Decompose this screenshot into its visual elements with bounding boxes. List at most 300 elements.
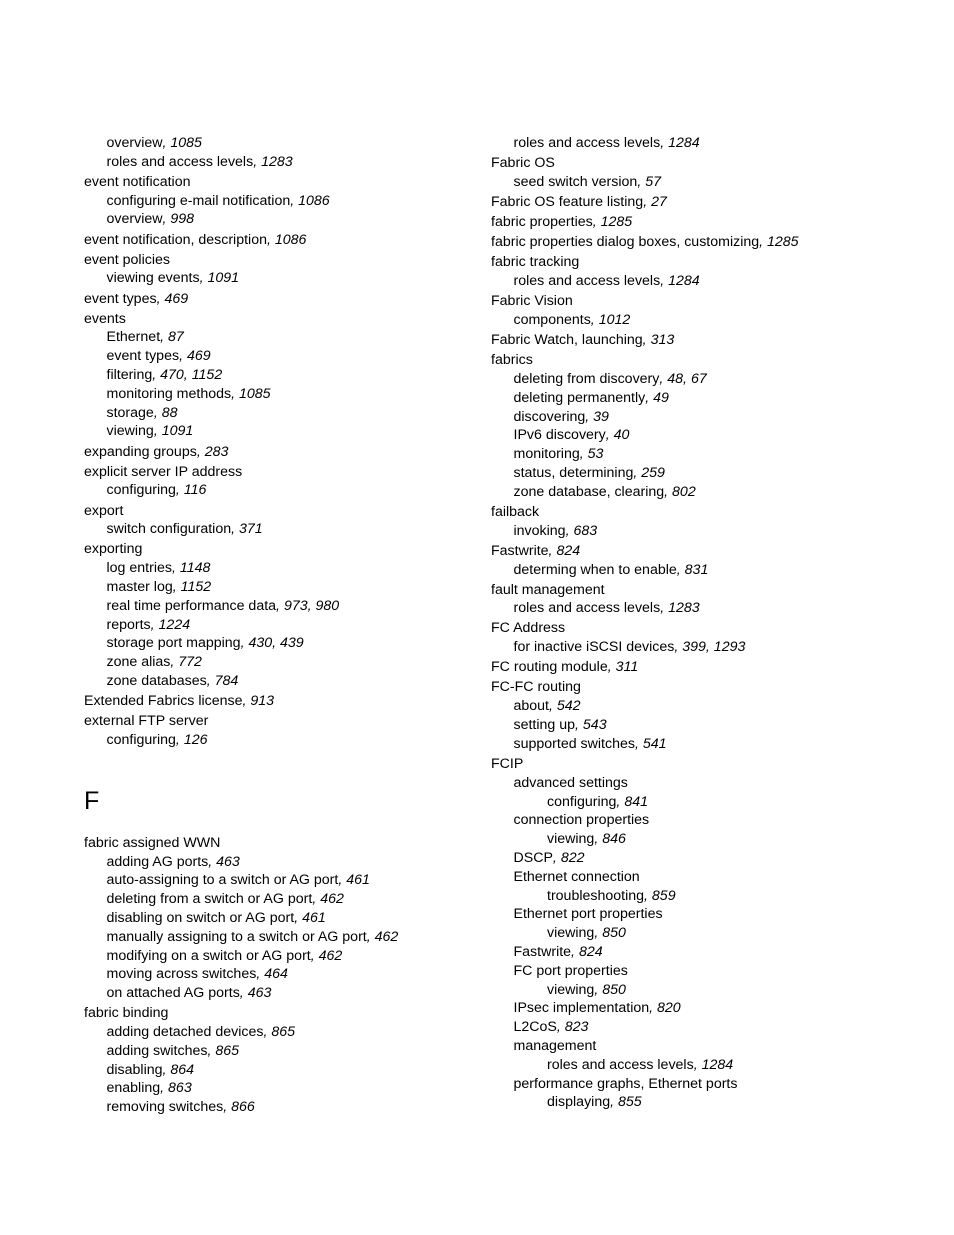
index-subentry	[491, 464, 931, 483]
index-page-ref: 399, 1293	[682, 639, 746, 656]
index-term: switch configuration	[106, 521, 232, 538]
index-term: filtering	[106, 367, 153, 384]
index-subentry	[84, 422, 524, 441]
index-term: displaying	[547, 1094, 611, 1111]
index-main-entry	[491, 755, 931, 774]
index-term: Ethernet	[106, 329, 161, 346]
index-subentry	[491, 134, 931, 153]
index-separator: ,	[240, 635, 249, 652]
index-term: auto-assigning to a switch or AG port	[106, 872, 339, 889]
index-separator: ,	[664, 483, 673, 500]
index-separator: ,	[199, 270, 208, 287]
index-subsubentry	[491, 887, 931, 906]
index-separator: ,	[208, 853, 217, 870]
index-subentry	[84, 210, 524, 229]
index-page-ref: 53	[587, 446, 604, 463]
index-term: configuring	[547, 793, 617, 810]
index-main-entry	[84, 692, 524, 711]
index-page-ref: 1148	[179, 560, 211, 577]
index-separator: ,	[294, 909, 303, 926]
index-page-ref: 126	[183, 731, 208, 748]
index-separator: ,	[674, 639, 683, 656]
index-main-entry	[491, 154, 931, 173]
index-subentry	[84, 947, 524, 966]
index-separator: ,	[172, 579, 181, 595]
index-separator: ,	[239, 985, 248, 1002]
index-subentry	[491, 811, 931, 830]
index-page-ref: 464	[264, 966, 288, 983]
index-page-ref: 430, 439	[248, 635, 304, 652]
index-separator: ,	[549, 698, 557, 715]
index-separator: ,	[610, 1094, 618, 1111]
index-separator: ,	[162, 1061, 171, 1078]
index-page-ref: 461	[346, 872, 370, 889]
index-separator: ,	[693, 1056, 702, 1073]
index-separator: ,	[616, 793, 625, 810]
index-separator: ,	[366, 928, 375, 945]
index-subentry	[84, 1061, 524, 1080]
index-subsubentry	[491, 924, 931, 943]
index-term: determing when to enable	[513, 561, 677, 578]
index-subentry	[491, 408, 931, 427]
index-subentry	[84, 347, 524, 366]
index-page-ref: 864	[170, 1061, 195, 1078]
index-page-ref: 470, 1152	[160, 367, 223, 384]
index-separator: ,	[290, 192, 299, 209]
index-term: IPsec implementation	[513, 1000, 650, 1017]
index-page-ref: 913	[250, 693, 275, 710]
index-separator: ,	[660, 135, 669, 151]
index-term: monitoring methods	[106, 385, 232, 402]
index-term: event notification, description	[84, 231, 267, 248]
index-term: on attached AG ports	[106, 985, 240, 1002]
index-separator: ,	[162, 211, 171, 228]
index-subentry	[84, 481, 524, 500]
index-subsubentry	[491, 1093, 931, 1112]
index-term: zone databases	[106, 672, 207, 689]
index-subentry	[84, 984, 524, 1003]
index-subsubentry	[491, 793, 931, 812]
index-term: Extended Fabrics license	[84, 693, 243, 710]
index-term: fabric properties dialog boxes, customizing	[491, 234, 760, 251]
index-main-entry	[491, 233, 931, 252]
index-separator: ,	[152, 367, 161, 384]
index-page-ref: 1091	[161, 423, 194, 440]
index-subentry	[84, 1042, 524, 1061]
index-separator: ,	[242, 693, 251, 710]
index-page-ref: 542	[556, 698, 581, 715]
index-term: enabling	[106, 1080, 161, 1097]
index-subentry	[84, 909, 524, 928]
index-main-entry	[84, 290, 524, 309]
index-page-ref: 855	[618, 1094, 642, 1111]
index-term: exporting	[84, 541, 143, 558]
index-separator: ,	[150, 616, 159, 633]
index-term: L2CoS	[513, 1019, 557, 1036]
index-subentry	[491, 173, 931, 192]
index-page-ref: 49	[653, 389, 669, 406]
index-term: adding switches	[106, 1042, 208, 1059]
index-main-entry	[84, 540, 524, 559]
index-separator: ,	[594, 831, 603, 848]
index-separator: ,	[179, 348, 187, 365]
index-main-entry	[491, 678, 931, 697]
index-page-ref: 998	[170, 211, 195, 228]
index-separator: ,	[276, 597, 284, 614]
index-separator: ,	[660, 600, 669, 617]
index-subentry	[491, 370, 931, 389]
index-page-ref: 822	[560, 849, 585, 866]
index-term: deleting permanently	[513, 389, 646, 406]
index-subentry	[491, 311, 931, 330]
index-term: event types	[84, 290, 157, 307]
index-separator: ,	[253, 153, 262, 170]
index-separator: ,	[160, 1080, 169, 1097]
index-subentry	[84, 616, 524, 635]
index-term: viewing	[547, 981, 595, 998]
index-separator: ,	[575, 717, 583, 734]
index-term: IPv6 discovery	[513, 427, 606, 444]
index-subentry	[491, 426, 931, 445]
index-term: storage port mapping	[106, 635, 241, 652]
index-term: event notification	[84, 173, 191, 190]
index-main-entry	[491, 619, 931, 638]
index-subentry	[84, 366, 524, 385]
index-term: troubleshooting	[547, 887, 645, 904]
index-page-ref: 1283	[668, 600, 700, 617]
index-term: events	[84, 310, 126, 327]
index-term: performance graphs, Ethernet ports	[513, 1075, 738, 1092]
index-main-entry	[491, 503, 931, 522]
index-term: export	[84, 502, 124, 519]
index-subentry	[491, 962, 931, 981]
index-term: Ethernet port properties	[513, 906, 663, 923]
index-page-ref: 784	[214, 672, 239, 689]
index-page-ref: 1152	[180, 579, 212, 595]
index-subentry	[491, 735, 931, 754]
index-page-ref: 40	[613, 427, 630, 444]
index-page-ref: 1284	[668, 273, 700, 290]
index-separator: ,	[175, 731, 184, 748]
index-entries-f	[84, 834, 524, 1117]
index-term: zone database, clearing	[513, 483, 665, 500]
index-page-ref: 1091	[207, 270, 240, 287]
index-page-ref: 1285	[600, 214, 633, 231]
index-separator: ,	[170, 654, 179, 671]
index-term: master log	[106, 579, 173, 595]
index-separator: ,	[571, 943, 579, 960]
index-separator: ,	[223, 1099, 232, 1116]
index-separator: ,	[649, 1000, 658, 1017]
index-subentry	[84, 1023, 524, 1042]
index-main-entry	[491, 213, 931, 232]
index-page-ref: 463	[247, 985, 272, 1002]
index-main-entry	[84, 1004, 524, 1023]
index-separator: ,	[256, 966, 265, 983]
index-subentry	[84, 634, 524, 653]
index-separator: ,	[338, 872, 347, 889]
index-subentry	[491, 638, 931, 657]
index-subentry	[491, 943, 931, 962]
index-subentry	[491, 774, 931, 793]
index-page-ref: 371	[239, 521, 263, 538]
index-main-entry	[84, 463, 524, 482]
index-term: Fabric OS feature listing	[491, 193, 644, 210]
index-page-ref: 1012	[598, 311, 631, 328]
index-separator: ,	[634, 735, 643, 752]
index-term: monitoring	[513, 446, 580, 463]
index-page-ref: 823	[564, 1019, 589, 1036]
index-term: fabric binding	[84, 1005, 169, 1022]
index-term: Fastwrite	[513, 943, 572, 960]
index-subentry	[84, 965, 524, 984]
index-term: FC-FC routing	[491, 679, 581, 696]
index-term: adding detached devices	[106, 1024, 264, 1041]
index-subentry	[84, 853, 524, 872]
index-separator: ,	[594, 981, 603, 998]
index-column-right	[491, 134, 931, 1112]
index-term: explicit server IP address	[84, 463, 243, 480]
index-subentry	[491, 697, 931, 716]
index-term: FC port properties	[513, 962, 628, 979]
index-term: event types	[106, 348, 180, 365]
index-separator: ,	[153, 404, 162, 421]
index-subsubentry	[491, 1056, 931, 1075]
index-term: fabrics	[491, 352, 533, 369]
index-term: viewing	[547, 831, 595, 848]
index-page-ref: 831	[684, 561, 709, 578]
index-page-ref: 48, 67	[667, 370, 707, 387]
index-term: Fabric OS	[491, 155, 555, 172]
index-term: fabric properties	[491, 214, 593, 231]
index-page-ref: 1285	[767, 234, 799, 251]
index-subentry	[84, 134, 524, 153]
index-term: overview	[106, 211, 163, 228]
index-separator: ,	[759, 234, 768, 251]
index-page-ref: 865	[215, 1042, 240, 1059]
index-separator: ,	[676, 561, 685, 578]
index-subentry	[84, 928, 524, 947]
index-page-ref: 850	[602, 981, 626, 998]
index-subentry	[84, 153, 524, 172]
index-term: Ethernet connection	[513, 868, 640, 885]
index-page-ref: 841	[624, 793, 648, 810]
index-separator: ,	[556, 1019, 565, 1036]
index-subsubentry	[491, 981, 931, 1000]
index-separator: ,	[642, 332, 651, 349]
index-term: fabric tracking	[491, 254, 580, 271]
index-term: connection properties	[513, 812, 650, 829]
index-term: viewing	[547, 925, 595, 942]
index-page-ref: 27	[651, 193, 667, 210]
index-separator: ,	[660, 273, 669, 290]
index-term: DSCP	[513, 849, 553, 866]
index-term: disabling	[106, 1061, 163, 1078]
index-term: manually assigning to a switch or AG port	[106, 928, 367, 945]
index-page-ref: 1086	[298, 192, 330, 209]
index-term: components	[513, 311, 591, 328]
index-subentry	[491, 522, 931, 541]
index-page-ref: 87	[168, 329, 184, 346]
index-main-entry	[491, 193, 931, 212]
index-term: moving across switches	[106, 966, 257, 983]
index-main-entry	[84, 173, 524, 192]
index-term: storage	[106, 404, 154, 421]
index-subentry	[491, 483, 931, 502]
index-subsubentry	[491, 830, 931, 849]
index-page-ref: 469	[186, 348, 211, 365]
index-term: modifying on a switch or AG port	[106, 947, 311, 964]
index-page-ref: 543	[582, 717, 607, 734]
index-separator: ,	[206, 672, 215, 689]
index-term: event policies	[84, 251, 170, 268]
index-subentry	[84, 559, 524, 578]
index-main-entry	[491, 581, 931, 600]
index-separator: ,	[312, 891, 321, 908]
index-term: roles and access levels	[547, 1056, 694, 1073]
index-term: status, determining	[513, 464, 634, 481]
index-page-ref: 820	[657, 1000, 681, 1017]
index-separator: ,	[310, 947, 319, 964]
index-subentry	[491, 1037, 931, 1056]
index-column-left	[84, 134, 524, 1117]
index-term: configuring	[106, 731, 176, 748]
index-separator: ,	[231, 521, 239, 538]
index-term: invoking	[513, 522, 566, 539]
index-separator: ,	[162, 135, 171, 151]
index-term: about	[513, 698, 550, 715]
index-page-ref: 462	[318, 947, 343, 964]
index-term: discovering	[513, 408, 586, 425]
index-main-entry	[491, 331, 931, 350]
index-term: roles and access levels	[513, 135, 661, 151]
index-term: roles and access levels	[513, 273, 661, 290]
index-subentry	[491, 868, 931, 887]
index-term: fault management	[491, 581, 605, 598]
index-page-ref: 772	[178, 654, 202, 671]
index-page-ref: 1224	[158, 616, 191, 633]
index-page-ref: 802	[672, 483, 696, 500]
index-subentry	[491, 272, 931, 291]
index-term: setting up	[513, 717, 576, 734]
index-subentry	[84, 1079, 524, 1098]
index-subentry	[491, 999, 931, 1018]
index-term: overview	[106, 135, 163, 151]
index-term: disabling on switch or AG port	[106, 909, 295, 926]
index-page-ref: 1284	[701, 1056, 734, 1073]
index-page-ref: 462	[320, 891, 344, 908]
index-page-ref: 259	[641, 464, 665, 481]
index-subentry	[84, 578, 524, 597]
index-page-ref: 463	[216, 853, 240, 870]
index-subentry	[491, 1075, 931, 1094]
index-term: roles and access levels	[106, 153, 254, 170]
index-subentry	[491, 389, 931, 408]
index-page-ref: 863	[168, 1080, 192, 1097]
index-separator: ,	[643, 193, 652, 210]
index-term: adding AG ports	[106, 853, 209, 870]
index-separator: ,	[592, 214, 601, 231]
index-subentry	[84, 672, 524, 691]
index-term: deleting from a switch or AG port	[106, 891, 313, 908]
index-page-ref: 116	[183, 482, 207, 499]
index-subentry	[84, 404, 524, 423]
index-term: FC routing module	[491, 659, 608, 676]
index-page-ref: 859	[651, 887, 676, 904]
index-page-ref: 866	[231, 1099, 255, 1116]
index-term: Fabric Vision	[491, 293, 573, 310]
index-main-entry	[84, 310, 524, 329]
index-separator: ,	[644, 887, 652, 904]
index-entries-e	[84, 134, 524, 750]
index-page-ref: 1085	[170, 135, 202, 151]
index-term: expanding groups	[84, 443, 197, 460]
index-term: advanced settings	[513, 774, 628, 791]
index-page-ref: 1086	[274, 231, 307, 248]
index-page-ref: 973, 980	[283, 597, 340, 614]
index-separator: ,	[156, 290, 165, 307]
index-term: seed switch version	[513, 173, 638, 190]
index-main-entry	[491, 253, 931, 272]
index-term: viewing	[106, 423, 154, 440]
index-page-ref: 88	[161, 404, 178, 421]
index-separator: ,	[160, 329, 169, 346]
index-subentry	[84, 890, 524, 909]
index-separator: ,	[196, 443, 205, 460]
index-separator: ,	[175, 482, 184, 499]
index-main-entry	[491, 658, 931, 677]
index-subentry	[491, 1018, 931, 1037]
index-subentry	[491, 599, 931, 618]
index-term: configuring	[106, 482, 176, 499]
index-separator: ,	[548, 542, 557, 559]
index-page-ref: 1085	[239, 385, 271, 402]
index-subentry	[84, 597, 524, 616]
index-page-ref: 469	[164, 290, 189, 307]
index-page-ref: 865	[271, 1024, 296, 1041]
index-main-entry	[84, 712, 524, 731]
index-term: deleting from discovery	[513, 370, 660, 387]
index-separator: ,	[659, 370, 668, 387]
index-subentry	[84, 385, 524, 404]
index-main-entry	[84, 443, 524, 462]
index-subentry	[491, 849, 931, 868]
index-page-ref: 846	[602, 831, 626, 848]
index-separator: ,	[637, 173, 646, 190]
index-term: Fastwrite	[491, 542, 549, 559]
index-subentry	[491, 716, 931, 735]
index-separator: ,	[605, 427, 614, 444]
index-subentry	[84, 192, 524, 211]
index-term: configuring e-mail notification	[106, 192, 291, 209]
index-separator: ,	[266, 231, 275, 248]
index-term: failback	[491, 503, 540, 520]
index-separator: ,	[585, 408, 594, 425]
index-subentry	[84, 731, 524, 750]
index-main-entry	[491, 292, 931, 311]
index-term: external FTP server	[84, 713, 209, 730]
index-separator: ,	[263, 1024, 272, 1041]
index-page-ref: 824	[578, 943, 603, 960]
index-separator: ,	[579, 446, 588, 463]
index-term: supported switches	[513, 735, 635, 752]
index-page-ref: 541	[642, 735, 667, 752]
index-page-ref: 1284	[668, 135, 700, 151]
index-page-ref: 461	[302, 909, 326, 926]
index-separator: ,	[590, 311, 599, 328]
index-separator: ,	[231, 385, 239, 402]
index-main-entry	[84, 231, 524, 250]
